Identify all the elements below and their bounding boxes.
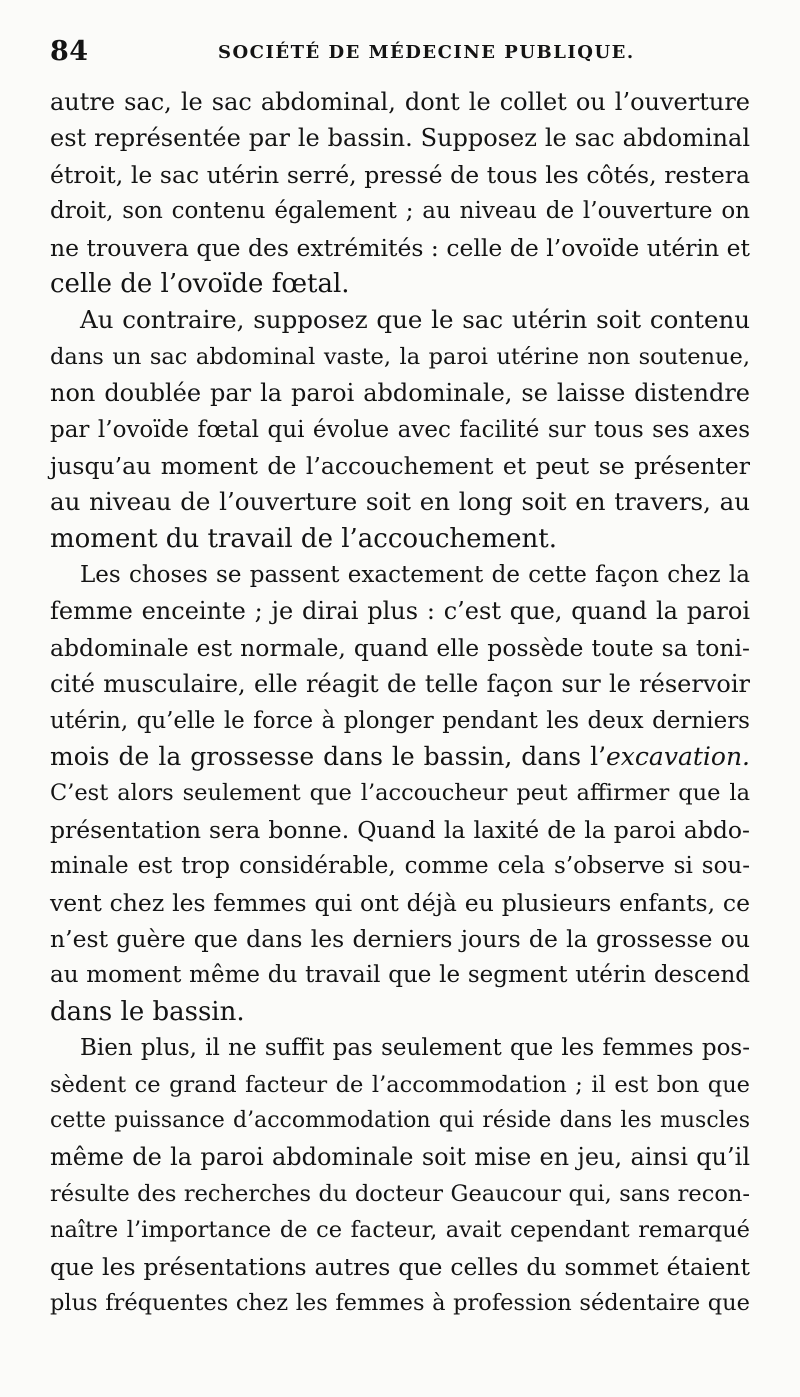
text-line: est représentée par le bassin. Supposez le sac abdominal <box>50 124 750 153</box>
text-line: présentation sera bonne. Quand la laxité de la paroi abdo- <box>50 815 750 844</box>
text-line: au moment même du travail que le segment utérin descend <box>50 962 750 989</box>
text-line: dans un sac abdominal vaste, la paroi utérine non soutenue, <box>50 343 750 370</box>
text-line: même de la paroi abdominale soit mise en jeu, ainsi qu’il <box>50 1143 750 1172</box>
text-line: utérin, qu’elle le force à plonger pendant les deux derniers <box>50 707 750 734</box>
paragraph-2 <box>50 302 750 557</box>
text-line: cité musculaire, elle réagit de telle façon sur le réservoir <box>50 670 750 699</box>
paragraph-3 <box>50 557 750 1030</box>
paragraph-1 <box>50 84 750 302</box>
text-line: moment du travail de l’accouchement. <box>50 523 558 554</box>
running-head: SOCIÉTÉ DE MÉDECINE PUBLIQUE. <box>218 42 635 63</box>
page-number: 84 <box>50 36 89 67</box>
paragraph-4 <box>50 1030 750 1321</box>
text-segment: mois de la grossesse dans le bassin, dans l’ <box>50 742 607 772</box>
text-line: au niveau de l’ouverture soit en long soit en travers, au <box>50 487 750 517</box>
page-header <box>50 36 750 76</box>
text-line: non doublée par la paroi abdominale, se laisse distendre <box>50 379 750 408</box>
text-line: étroit, le sac utérin serré, pressé de tous les côtés, restera <box>50 160 750 189</box>
text-line: femme enceinte ; je dirai plus : c’est que, quand la paroi <box>50 597 750 626</box>
text-line: résulte des recherches du docteur Geaucour qui, sans recon- <box>50 1180 750 1207</box>
text-line: que les présentations autres que celles du sommet étaient <box>50 1252 750 1281</box>
text-line: autre sac, le sac abdominal, dont le collet ou l’ouverture <box>50 88 750 116</box>
text-line: ne trouvera que des extrémités : celle de l’ovoïde utérin et <box>50 233 750 262</box>
text-line: droit, son contenu également ; au niveau de l’ouverture on <box>50 198 750 225</box>
text-line: plus fréquentes chez les femmes à profession sédentaire que <box>50 1289 750 1316</box>
text-line: jusqu’au moment de l’accouchement et peut se présenter <box>50 451 750 480</box>
text-line: cette puissance d’accommodation qui réside dans les muscles <box>50 1107 750 1133</box>
text-line: par l’ovoïde fœtal qui évolue avec facilité sur tous ses axes <box>50 416 750 443</box>
text-line: Bien plus, il ne suffit pas seulement que les femmes pos- <box>80 1035 750 1062</box>
text-line: dans le bassin. <box>50 996 245 1027</box>
text-line: celle de l’ovoïde fœtal. <box>50 268 350 299</box>
text-line: n’est guère que dans les derniers jours de la grossesse ou <box>50 924 750 953</box>
text-line: C’est alors seulement que l’accoucheur peut affirmer que la <box>50 780 750 807</box>
text-line: Au contraire, supposez que le sac utérin soit contenu <box>80 305 750 335</box>
italic-word: excavation. <box>606 742 750 772</box>
text-line: sèdent ce grand facteur de l’accommodation ; il est bon que <box>50 1071 750 1098</box>
text-line: abdominale est normale, quand elle possède toute sa toni- <box>50 633 750 662</box>
text-line: vent chez les femmes qui ont déjà eu plusieurs enfants, ce <box>50 888 750 917</box>
text-line: naître l’importance de ce facteur, avait cependant remarqué <box>50 1217 750 1244</box>
text-line: Les choses se passent exactement de cette façon chez la <box>80 562 750 589</box>
text-line: minale est trop considérable, comme cela s’observe si sou- <box>50 853 750 880</box>
body-text <box>50 84 750 1321</box>
text-line-with-italic <box>50 739 750 775</box>
